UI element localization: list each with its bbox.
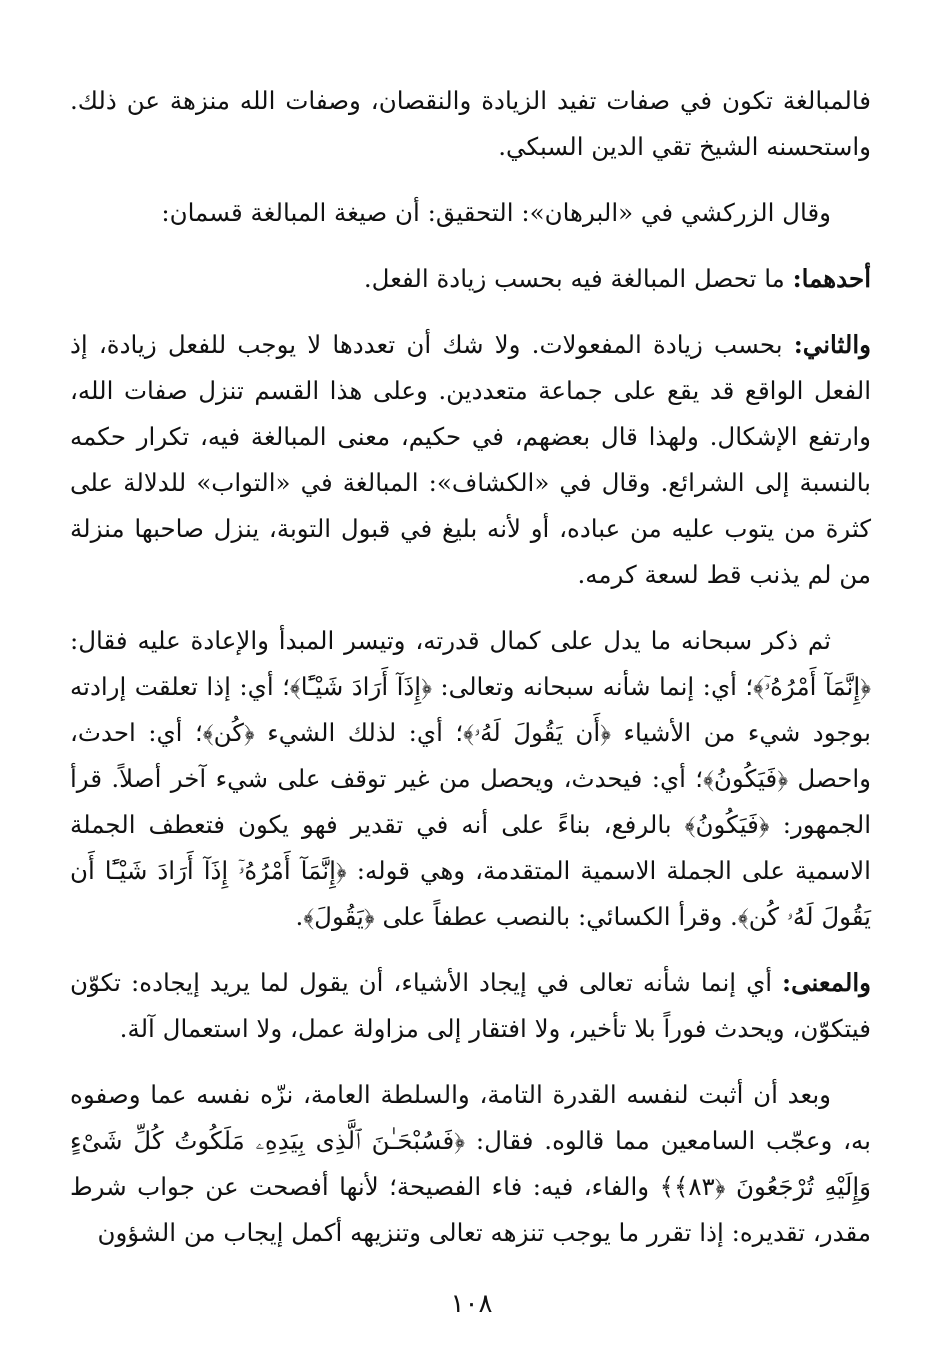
paragraph-text: وقال الزركشي في «البرهان»: التحقيق: أن صيغة المبالغة قسمان: xyxy=(161,198,831,227)
paragraph-text: ما تحصل المبالغة فيه بحسب زيادة الفعل. xyxy=(363,264,793,293)
paragraph-text: فالمبالغة تكون في صفات تفيد الزيادة والنقصان، وصفات الله منزهة عن ذلك. واستحسنه الشيخ تقي الدين السبكي. xyxy=(70,86,871,161)
paragraph-first-type xyxy=(70,256,871,302)
paragraph-lead-word: والثاني: xyxy=(793,330,871,359)
paragraph-glorification xyxy=(70,1072,871,1256)
paragraph-divine-command xyxy=(70,618,871,940)
paragraph-second-type xyxy=(70,322,871,598)
paragraph-text: وبعد أن أثبت لنفسه القدرة التامة، والسلطة العامة، نزّه نفسه عما وصفوه به، وعجّب السامعين مما قالوه. فقال: ﴿فَسُبْحَـٰنَ ٱلَّذِى بِيَدِهِۦ مَلَكُوتُ كُلِّ شَىْءٍ وَإِلَيْهِ تُرْجَعُونَ ﴿٨٣﴾﴾ والفاء، فيه: فاء الفصيحة؛ لأنها أفصحت عن جواب شرط مقدر، تقديره: إذا تقرر ما يوجب تنزهه تعالى وتنزيهه أكمل إيجاب من الشؤون xyxy=(70,1080,871,1247)
paragraph-lead-word: والمعنى: xyxy=(782,968,871,997)
paragraph-text: بحسب زيادة المفعولات. ولا شك أن تعددها لا يوجب للفعل زيادة، إذ الفعل الواقع قد يقع على جماعة متعددين. وعلى هذا القسم تنزل صفات الله، وارتفع الإشكال. ولهذا قال بعضهم، في حكيم، معنى المبالغة فيه، تكرار حكمه بالنسبة إلى الشرائع. وقال في «الكشاف»: المبالغة في «التواب» للدلالة على كثرة من يتوب عليه من عباده، أو لأنه بليغ في قبول التوبة، ينزل صاحبها منزلة من لم يذنب قط لسعة كرمه. xyxy=(70,330,871,589)
paragraph-lead-word: أحدهما: xyxy=(792,264,871,293)
paragraph-text: ثم ذكر سبحانه ما يدل على كمال قدرته، وتيسر المبدأ والإعادة عليه فقال: ﴿إِنَّمَآ أَمْرُهُۥٓ﴾؛ أي: إنما شأنه سبحانه وتعالى: ﴿إِذَآ أَرَادَ شَيْـًٔا﴾؛ أي: إذا تعلقت إرادته بوجود شيء من الأشياء ﴿أَن يَقُولَ لَهُۥ﴾؛ أي: لذلك الشيء ﴿كُن﴾؛ أي: احدث، واحصل ﴿فَيَكُونُ﴾؛ أي: فيحدث، ويحصل من غير توقف على شيء آخر أصلاً. قرأ الجمهور: ﴿فَيَكُونُ﴾ بالرفع، بناءً على أنه في تقدير فهو يكون فتعطف الجملة الاسمية على الجملة الاسمية المتقدمة، وهي قوله: ﴿إِنَّمَآ أَمْرُهُۥٓ إِذَآ أَرَادَ شَيْـًٔا أَن يَقُولَ لَهُۥ كُن﴾. وقرأ الكسائي: بالنصب عطفاً على ﴿يَقُولَ﴾. xyxy=(70,626,871,931)
paragraph-meaning xyxy=(70,960,871,1052)
paragraph-mubalagha xyxy=(70,78,871,170)
paragraph-text: أي إنما شأنه تعالى في إيجاد الأشياء، أن يقول لما يريد إيجاده: تكوّن فيتكوّن، ويحدث فوراً بلا تأخير، ولا افتقار إلى مزاولة عمل، ولا استعمال آلة. xyxy=(70,968,871,1043)
paragraph-zarkashi-quote xyxy=(70,190,871,236)
page-number: ١٠٨ xyxy=(450,1289,493,1319)
